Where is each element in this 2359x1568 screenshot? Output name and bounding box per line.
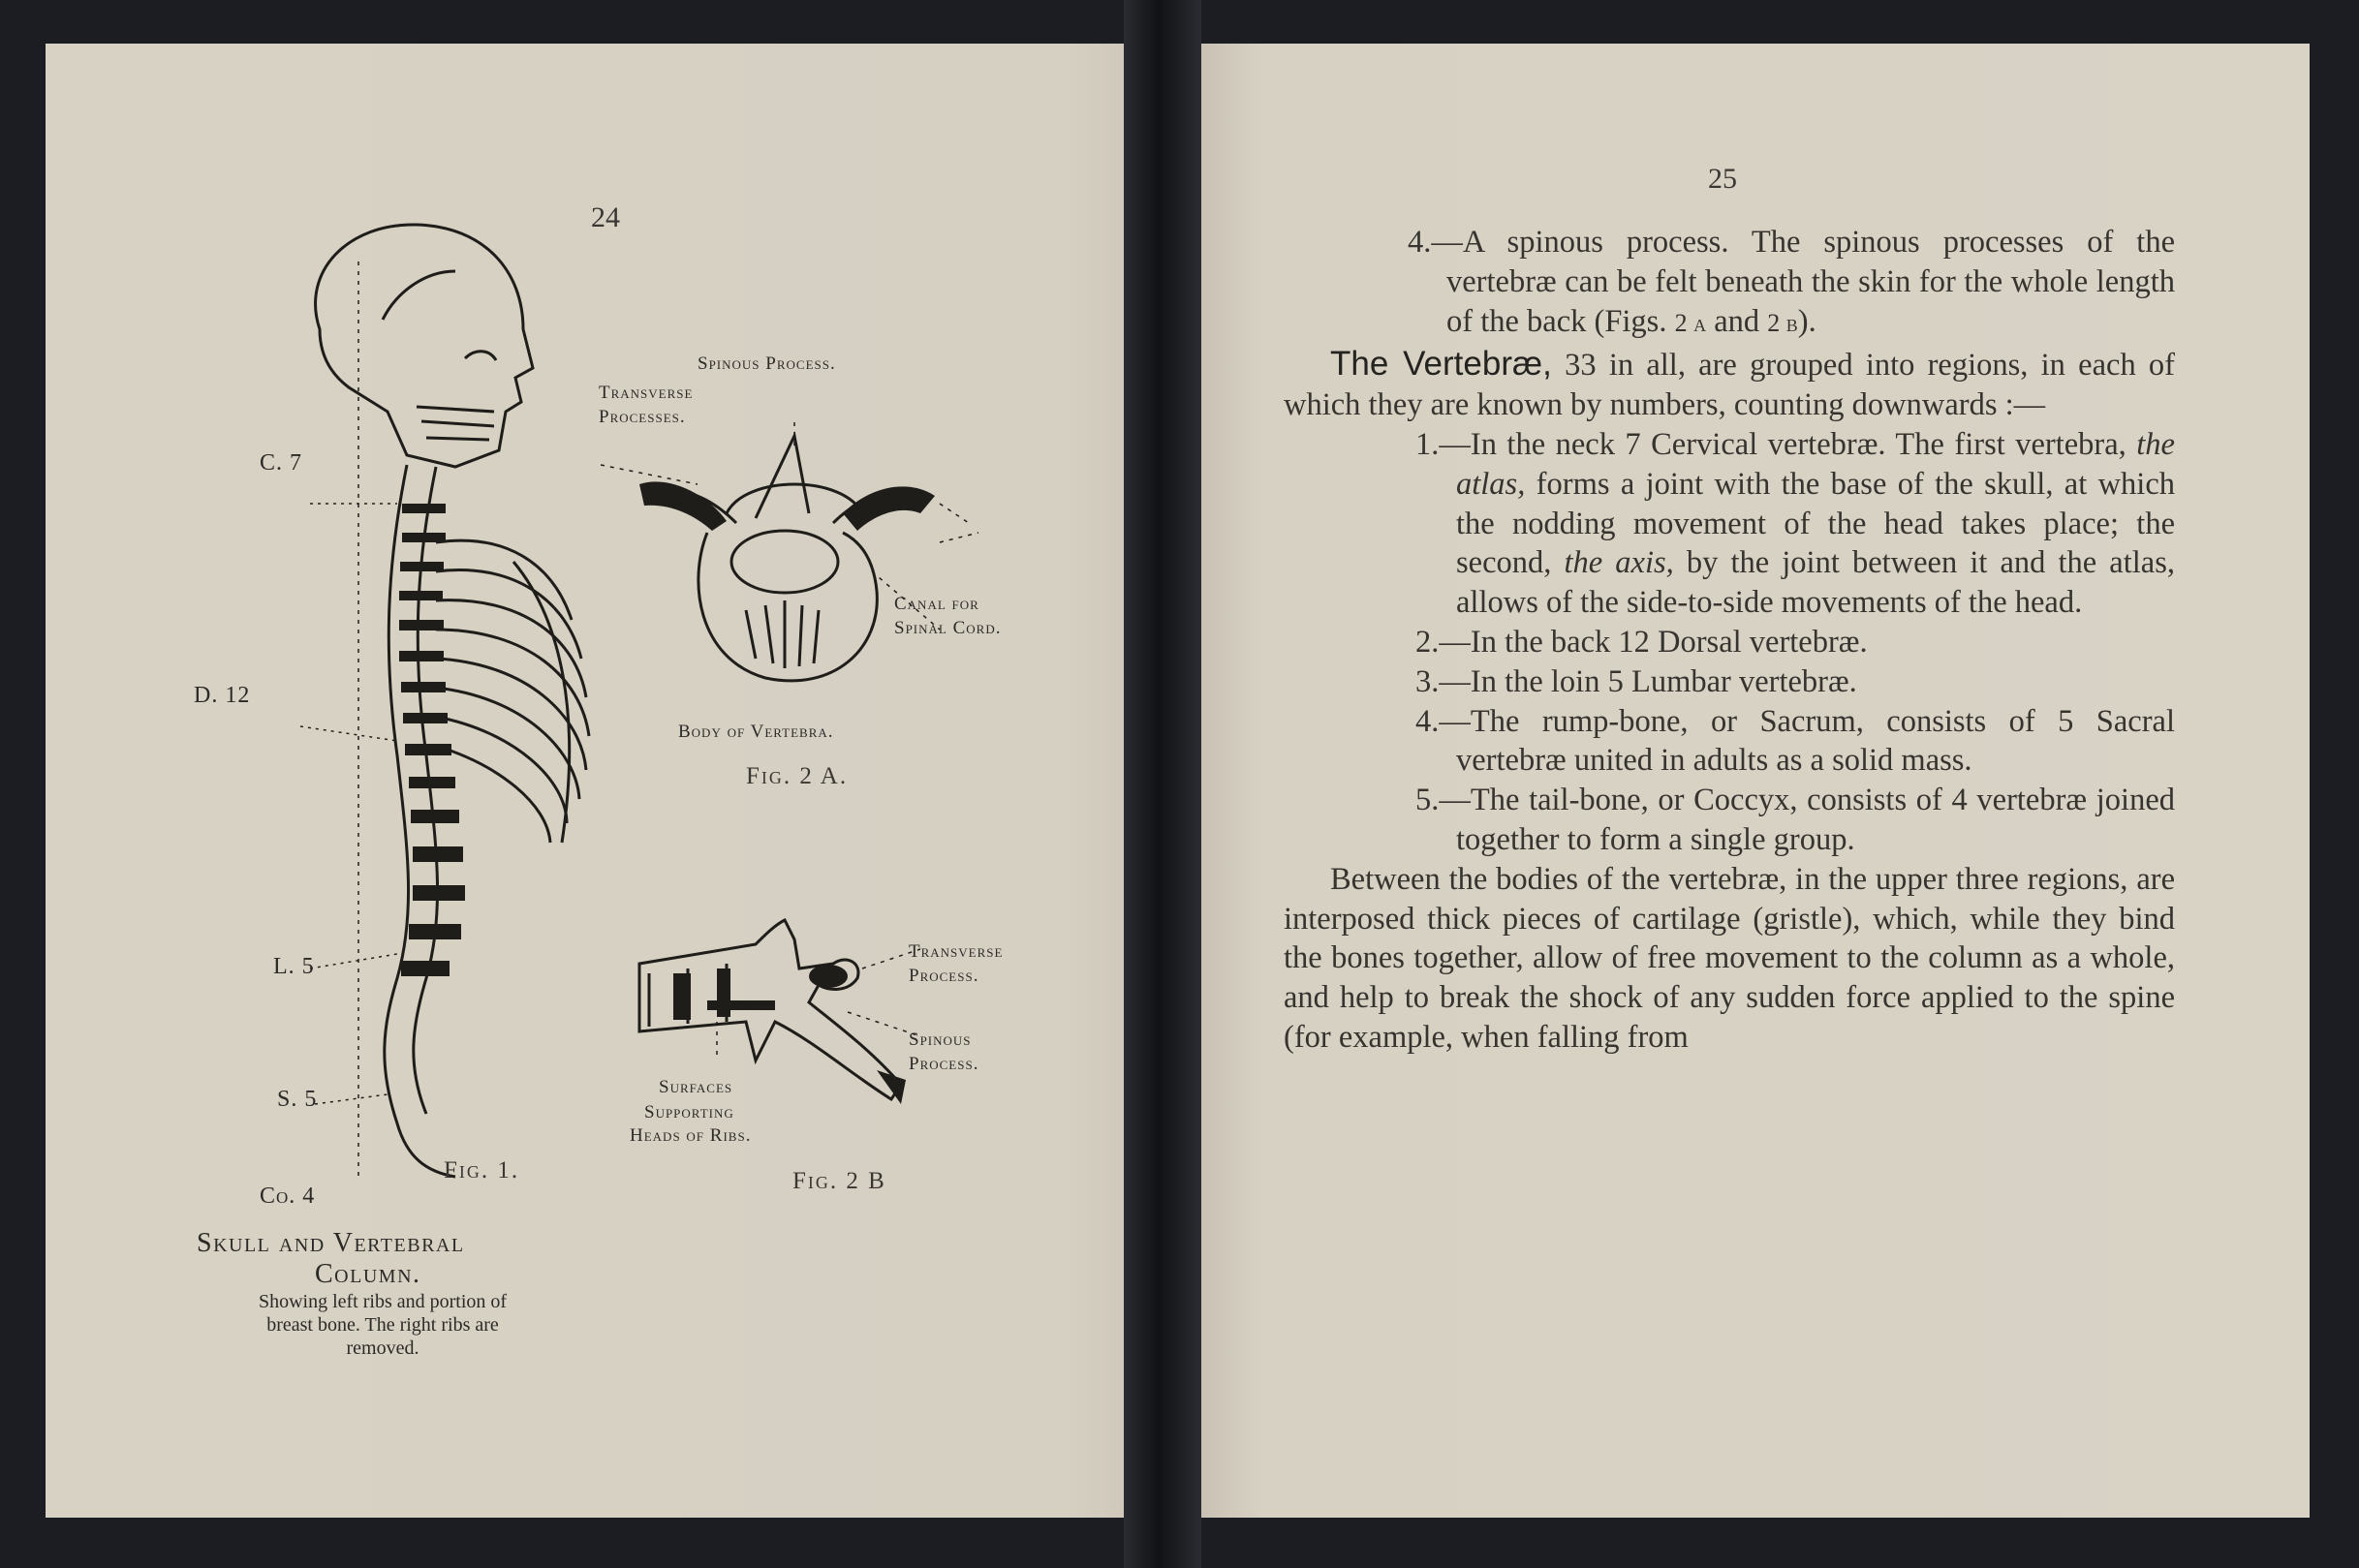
label-co4: Co. 4: [260, 1184, 316, 1209]
right-page-number: 25: [1708, 163, 1737, 195]
fig2b-label: Fig. 2 B: [792, 1168, 886, 1194]
list-item-1-b: forms a joint with the base of the skull, at which the nodding movement of the head takes place; the second,: [1456, 466, 2175, 581]
list-item-4: 4.—The rump-bone, or Sacrum, consists of 5 Sacral vertebræ united in adults as a solid mass.: [1415, 703, 2175, 779]
fig1-label: Fig. 1.: [444, 1157, 520, 1184]
fig2b-surfaces-label-1: Surfaces: [659, 1077, 733, 1097]
fig2a-transverse-label-1: Transverse: [599, 383, 694, 403]
fig2b-spinous-label-1: Spinous: [909, 1030, 972, 1050]
list-item-5: 5.—The tail-bone, or Coccyx, consists of 4 vertebræ joined together to form a single group.: [1415, 783, 2175, 857]
item-4-end: ).: [1797, 303, 1816, 339]
skeleton-illustration: [291, 213, 601, 1220]
list-item-1: [1284, 425, 2175, 623]
body-paragraph: Between the bodies of the vertebræ, in the upper three regions, are interposed thick pieces of cartilage (gristle), which, while they bind the bones together, allow of free movement to the column as a whole, and help to break the shock of any sudden force applied to the spine (for example, when falling from: [1284, 861, 2175, 1055]
fig1-caption-sub: [194, 1290, 572, 1360]
fig1-caption-sub-2: breast bone. The right ribs are: [266, 1314, 499, 1336]
label-l5: L. 5: [273, 954, 315, 979]
label-c7: C. 7: [260, 450, 303, 476]
fig1-caption-title-1: Skull and Vertebral: [197, 1228, 465, 1258]
fig2a-canal-label-2: Spinal Cord.: [894, 618, 1002, 638]
fig1-caption-sub-1: Showing left ribs and portion of: [258, 1291, 508, 1312]
right-page-text: [1284, 223, 2175, 1058]
fig2a-transverse-label-2: Processes.: [599, 407, 686, 427]
fig2b-surfaces-label-3: Heads of Ribs.: [630, 1125, 752, 1146]
fig2a-spinous-label: Spinous Process.: [698, 354, 836, 374]
fig2b-transverse-label-2: Process.: [909, 966, 979, 986]
vertebrae-heading-paragraph: [1284, 345, 2175, 425]
label-d12: D. 12: [194, 683, 251, 708]
item-4-paragraph: [1284, 223, 2175, 343]
fig2a-label: Fig. 2 A.: [746, 763, 849, 789]
item-4-mid: and: [1706, 303, 1768, 339]
left-page-number: 24: [591, 201, 620, 233]
list-item-1-c: by the joint between it and the atlas, allows of the side-to-side movements of the head.: [1456, 545, 2175, 621]
fig1-caption-sub-3: removed.: [346, 1337, 419, 1359]
fig2b-spinous-label-2: Process.: [909, 1054, 979, 1074]
vertebrae-intro: 33 in all, are grouped into regions, in each of which they are known by numbers, counting downwards :—: [1284, 348, 2175, 423]
list-item-3: 3.—In the loin 5 Lumbar vertebræ.: [1415, 663, 1857, 699]
vertebrae-heading: The Vertebræ,: [1330, 345, 1552, 384]
item-4-fig-ref-1: 2 a: [1674, 308, 1707, 337]
book-gutter: [1124, 0, 1201, 1568]
skull-outline: [316, 225, 533, 467]
item-4-lead: 4.—A spinous process. The spinous processes of the vertebræ can be felt beneath the skin for the whole length of the back (Figs.: [1408, 225, 2175, 339]
fig2a-canal-label-1: Canal for: [894, 594, 979, 614]
label-s5: S. 5: [277, 1087, 318, 1112]
fig2b-transverse-label-1: Transverse: [909, 941, 1004, 962]
list-item-1-atlas: the atlas,: [1456, 426, 2175, 502]
list-item-1-axis: the axis,: [1564, 545, 1674, 581]
item-4-fig-ref-2: 2 b: [1767, 308, 1798, 337]
fig2b-surfaces-label-2: Supporting: [644, 1102, 734, 1122]
fig2a-body-label: Body of Vertebra.: [678, 722, 834, 742]
fig1-caption-title-2: Column.: [315, 1259, 421, 1289]
list-item-2: 2.—In the back 12 Dorsal vertebræ.: [1415, 624, 1868, 660]
vertebra-top-illustration: [601, 416, 988, 707]
list-item-1-a: 1.—In the neck 7 Cervical vertebræ. The first vertebra,: [1415, 426, 2137, 462]
